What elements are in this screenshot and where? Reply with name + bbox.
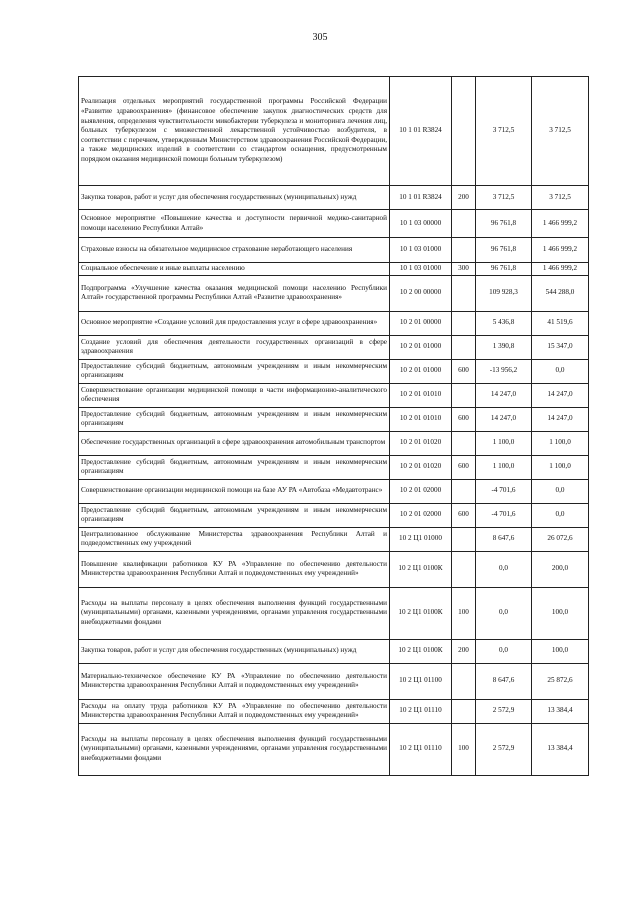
row-value-1: 109 928,3 xyxy=(476,275,532,311)
budget-table xyxy=(78,76,589,776)
table-row xyxy=(79,383,589,407)
table-row xyxy=(79,335,589,359)
row-value-2: 1 100,0 xyxy=(532,431,589,455)
row-value-2: 3 712,5 xyxy=(532,186,589,210)
row-expense-type: 100 xyxy=(452,587,476,639)
row-value-1: 14 247,0 xyxy=(476,383,532,407)
row-expense-type xyxy=(452,527,476,551)
row-code: 10 2 01 01010 xyxy=(390,407,452,431)
row-name: Основное мероприятие «Создание условий для предоставления услуг в сфере здравоохранения» xyxy=(79,311,390,335)
row-name: Закупка товаров, работ и услуг для обеспечения государственных (муниципальных) нужд xyxy=(79,639,390,663)
table-row xyxy=(79,663,589,699)
row-code: 10 2 01 01020 xyxy=(390,455,452,479)
row-value-1: 3 712,5 xyxy=(476,77,532,186)
row-expense-type xyxy=(452,210,476,238)
row-value-1: 0,0 xyxy=(476,587,532,639)
row-name: Основное мероприятие «Повышение качества и доступности первичной медико-санитарной помощи населению Республики Алтай» xyxy=(79,210,390,238)
table-row xyxy=(79,699,589,723)
row-value-1: 0,0 xyxy=(476,551,532,587)
table-row xyxy=(79,455,589,479)
row-code: 10 2 01 01010 xyxy=(390,383,452,407)
table-row xyxy=(79,311,589,335)
row-value-1: 14 247,0 xyxy=(476,407,532,431)
row-code: 10 2 01 01000 xyxy=(390,335,452,359)
row-expense-type xyxy=(452,431,476,455)
row-code: 10 2 Ц1 0100К xyxy=(390,551,452,587)
row-expense-type xyxy=(452,551,476,587)
row-value-2: 200,0 xyxy=(532,551,589,587)
row-code: 10 2 01 00000 xyxy=(390,311,452,335)
row-name: Централизованное обслуживание Министерства здравоохранения Республики Алтай и подведомственных ему учреждений xyxy=(79,527,390,551)
row-value-1: 96 761,8 xyxy=(476,263,532,276)
row-value-1: 5 436,8 xyxy=(476,311,532,335)
table-row xyxy=(79,639,589,663)
row-expense-type: 200 xyxy=(452,186,476,210)
row-expense-type xyxy=(452,383,476,407)
row-value-2: 0,0 xyxy=(532,479,589,503)
table-row xyxy=(79,503,589,527)
table-row xyxy=(79,359,589,383)
row-value-2: 1 466 999,2 xyxy=(532,238,589,263)
row-name: Закупка товаров, работ и услуг для обеспечения государственных (муниципальных) нужд xyxy=(79,186,390,210)
page-number: 305 xyxy=(312,32,328,43)
row-expense-type xyxy=(452,77,476,186)
row-name: Расходы на выплаты персоналу в целях обеспечения выполнения функций государственными (муниципальными) органами, казенными учреждениями, органами управления государственными внебюджетными фондами xyxy=(79,723,390,775)
row-value-1: 0,0 xyxy=(476,639,532,663)
row-value-2: 14 247,0 xyxy=(532,407,589,431)
table-row xyxy=(79,77,589,186)
row-expense-type xyxy=(452,699,476,723)
row-value-2: 0,0 xyxy=(532,359,589,383)
row-name: Страховые взносы на обязательное медицинское страхование неработающего населения xyxy=(79,238,390,263)
row-name: Предоставление субсидий бюджетным, автономным учреждениям и иным некоммерческим организациям xyxy=(79,359,390,383)
row-code: 10 2 Ц1 01110 xyxy=(390,699,452,723)
row-name: Социальное обеспечение и иные выплаты населению xyxy=(79,263,390,276)
table-row xyxy=(79,431,589,455)
table-row xyxy=(79,723,589,775)
row-value-1: 3 712,5 xyxy=(476,186,532,210)
row-value-1: 8 647,6 xyxy=(476,527,532,551)
row-expense-type xyxy=(452,275,476,311)
row-value-1: 1 100,0 xyxy=(476,455,532,479)
row-value-1: -4 701,6 xyxy=(476,503,532,527)
row-name: Предоставление субсидий бюджетным, автономным учреждениям и иным некоммерческим организациям xyxy=(79,455,390,479)
row-value-2: 1 100,0 xyxy=(532,455,589,479)
row-value-2: 14 247,0 xyxy=(532,383,589,407)
row-code: 10 2 00 00000 xyxy=(390,275,452,311)
row-code: 10 2 Ц1 0100К xyxy=(390,587,452,639)
row-value-1: 2 572,9 xyxy=(476,723,532,775)
row-name: Предоставление субсидий бюджетным, автономным учреждениям и иным некоммерческим организациям xyxy=(79,503,390,527)
table-row xyxy=(79,275,589,311)
row-value-2: 26 072,6 xyxy=(532,527,589,551)
row-value-2: 100,0 xyxy=(532,587,589,639)
row-value-2: 3 712,5 xyxy=(532,77,589,186)
row-value-2: 1 466 999,2 xyxy=(532,263,589,276)
row-value-1: 8 647,6 xyxy=(476,663,532,699)
row-value-1: 96 761,8 xyxy=(476,238,532,263)
row-value-1: 1 100,0 xyxy=(476,431,532,455)
row-name: Совершенствование организации медицинской помощи в части информационно-аналитического обеспечения xyxy=(79,383,390,407)
row-expense-type xyxy=(452,335,476,359)
row-name: Повышение квалификации работников КУ РА «Управление по обеспечению деятельности Министерства здравоохранения Республики Алтай и подведомственных ему учреждений» xyxy=(79,551,390,587)
row-value-2: 100,0 xyxy=(532,639,589,663)
row-name: Предоставление субсидий бюджетным, автономным учреждениям и иным некоммерческим организациям xyxy=(79,407,390,431)
table-row xyxy=(79,551,589,587)
row-value-2: 15 347,0 xyxy=(532,335,589,359)
row-name: Совершенствование организации медицинской помощи на базе АУ РА «Автобаза «Медавтотранс» xyxy=(79,479,390,503)
row-value-2: 0,0 xyxy=(532,503,589,527)
row-code: 10 1 01 R3824 xyxy=(390,77,452,186)
row-value-2: 1 466 999,2 xyxy=(532,210,589,238)
row-name: Обеспечение государственных организаций в сфере здравоохранения автомобильным транспортом xyxy=(79,431,390,455)
row-code: 10 1 01 R3824 xyxy=(390,186,452,210)
row-expense-type: 600 xyxy=(452,455,476,479)
table-row xyxy=(79,479,589,503)
row-expense-type xyxy=(452,311,476,335)
row-value-1: -13 956,2 xyxy=(476,359,532,383)
row-code: 10 2 01 01020 xyxy=(390,431,452,455)
row-code: 10 2 Ц1 01000 xyxy=(390,527,452,551)
row-code: 10 2 01 02000 xyxy=(390,503,452,527)
row-expense-type: 600 xyxy=(452,503,476,527)
table-row xyxy=(79,587,589,639)
row-expense-type: 300 xyxy=(452,263,476,276)
row-expense-type: 600 xyxy=(452,407,476,431)
row-expense-type: 100 xyxy=(452,723,476,775)
row-expense-type: 200 xyxy=(452,639,476,663)
row-code: 10 1 03 01000 xyxy=(390,263,452,276)
table-row xyxy=(79,263,589,276)
row-value-2: 13 384,4 xyxy=(532,723,589,775)
row-name: Расходы на выплаты персоналу в целях обеспечения выполнения функций государственными (муниципальными) органами, казенными учреждениями, органами управления государственными внебюджетными фондами xyxy=(79,587,390,639)
row-value-2: 13 384,4 xyxy=(532,699,589,723)
row-code: 10 1 03 00000 xyxy=(390,210,452,238)
row-value-1: -4 701,6 xyxy=(476,479,532,503)
table-row xyxy=(79,210,589,238)
row-name: Создание условий для обеспечения деятельности государственных организаций в сфере здравоохранения xyxy=(79,335,390,359)
table-row xyxy=(79,186,589,210)
row-name: Подпрограмма «Улучшение качества оказания медицинской помощи населению Республики Алтай» государственной программы Республики Алтай «Развитие здравоохранения» xyxy=(79,275,390,311)
row-code: 10 2 Ц1 0100К xyxy=(390,639,452,663)
row-name: Реализация отдельных мероприятий государственной программы Российской Федерации «Развитие здравоохранения» (финансовое обеспечение закупок диагностических средств для выявления, определения чувствительности микобактерии туберкулеза и мониторинга лечения лиц, больных туберкулезом с множественной лекарственной устойчивостью возбудителя, в соответствии с перечнем, утвержденным Министерством здравоохранения Российской Федерации, а также медицинских изделий в соответствии со стандартом оснащения, предусмотренным порядком оказания медицинской помощи больным туберкулезом) xyxy=(79,77,390,186)
row-expense-type xyxy=(452,238,476,263)
row-name: Расходы на оплату труда работников КУ РА «Управление по обеспечению деятельности Министерства здравоохранения Республики Алтай и подведомственных ему учреждений» xyxy=(79,699,390,723)
row-expense-type xyxy=(452,663,476,699)
row-value-2: 41 519,6 xyxy=(532,311,589,335)
table-row xyxy=(79,407,589,431)
row-expense-type xyxy=(452,479,476,503)
row-value-1: 96 761,8 xyxy=(476,210,532,238)
row-value-2: 25 872,6 xyxy=(532,663,589,699)
row-code: 10 2 01 01000 xyxy=(390,359,452,383)
row-expense-type: 600 xyxy=(452,359,476,383)
row-value-1: 1 390,8 xyxy=(476,335,532,359)
row-code: 10 1 03 01000 xyxy=(390,238,452,263)
table-row xyxy=(79,527,589,551)
table-row xyxy=(79,238,589,263)
row-code: 10 2 Ц1 01100 xyxy=(390,663,452,699)
row-code: 10 2 Ц1 01110 xyxy=(390,723,452,775)
row-code: 10 2 01 02000 xyxy=(390,479,452,503)
row-value-2: 544 288,0 xyxy=(532,275,589,311)
row-name: Материально-техническое обеспечение КУ РА «Управление по обеспечению деятельности Министерства здравоохранения Республики Алтай и подведомственных ему учреждений» xyxy=(79,663,390,699)
row-value-1: 2 572,9 xyxy=(476,699,532,723)
